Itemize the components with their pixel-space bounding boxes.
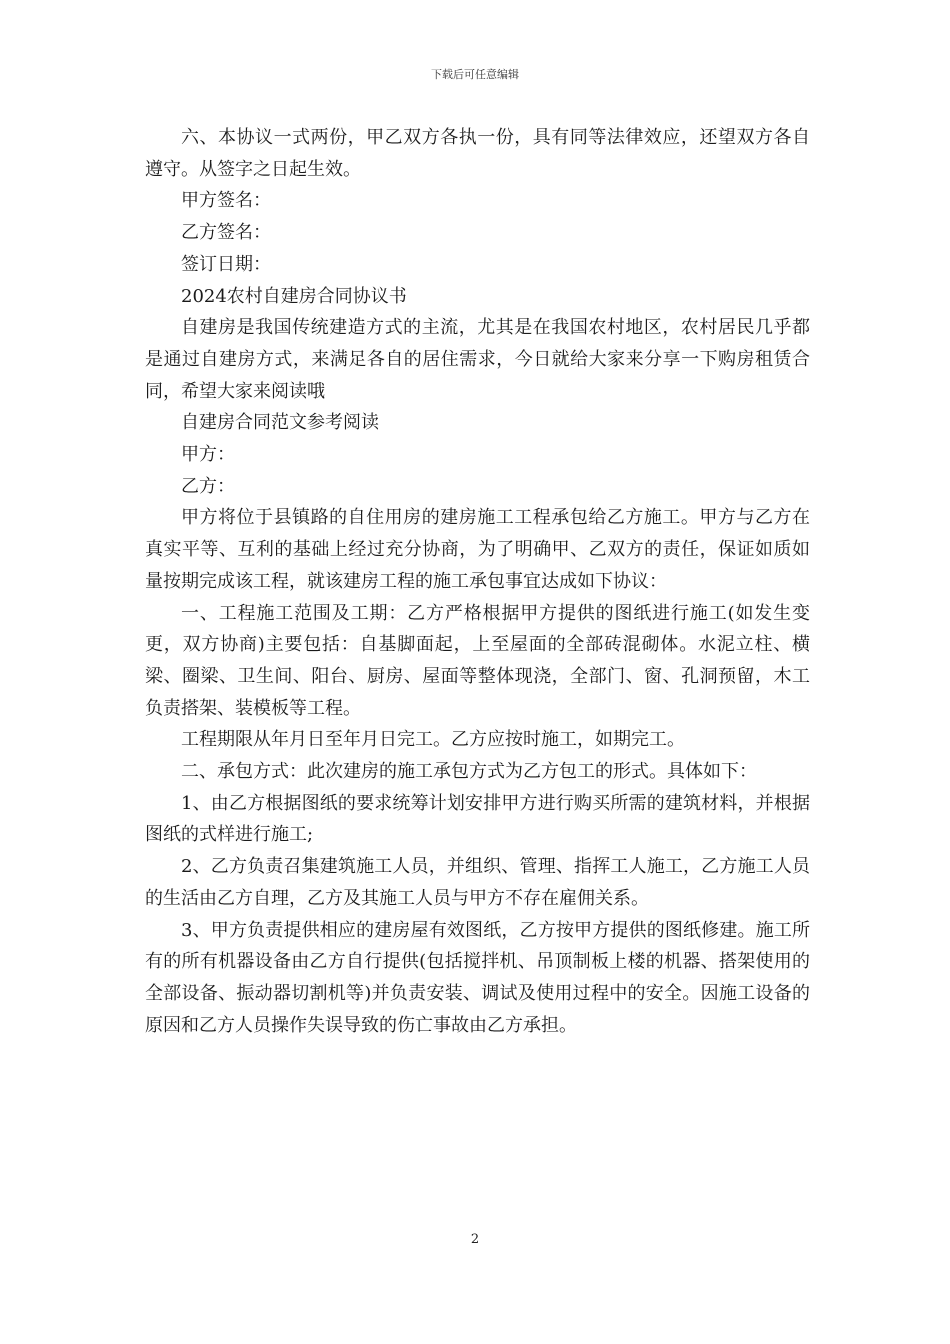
page-number: 2	[470, 1232, 480, 1247]
page-header-note: 下载后可任意编辑	[431, 68, 519, 81]
preamble-paragraph: 甲方将位于县镇路的自住用房的建房施工工程承包给乙方施工。甲方与乙方在真实平等、互利的基础上经过充分协商，为了明确甲、乙双方的责任，保证如质如量按期完成该工程，就该建房工程的施工承包事宜达成如下协议：	[145, 507, 810, 592]
item-one-paragraph: 1、由乙方根据图纸的要求统筹计划安排甲方进行购买所需的建筑材料，并根据图纸的式样进行施工;	[145, 792, 810, 846]
document-title: 2024农村自建房合同协议书	[181, 285, 407, 307]
party-b-signature-line: 乙方签名：	[181, 222, 271, 244]
clause-two-paragraph: 二、承包方式：此次建房的施工承包方式为乙方包工的形式。具体如下：	[181, 761, 757, 783]
signing-date-line: 签订日期：	[181, 253, 271, 275]
item-three-paragraph: 3、甲方负责提供相应的建房屋有效图纸，乙方按甲方提供的图纸修建。施工所有的所有机器设备由乙方自行提供(包括搅拌机、吊顶制板上楼的机器、搭架使用的全部设备、振动器切割机等)并负责安装、调试及使用过程中的安全。因施工设备的原因和乙方人员操作失误导致的伤亡事故由乙方承担。	[145, 919, 810, 1036]
document-body	[145, 122, 810, 1041]
party-a-line: 甲方：	[181, 444, 235, 466]
intro-paragraph: 自建房是我国传统建造方式的主流，尤其是在我国农村地区，农村居民几乎都是通过自建房方式，来满足各自的居住需求，今日就给大家来分享一下购房租赁合同，希望大家来阅读哦	[145, 317, 810, 402]
party-a-signature-line: 甲方签名：	[181, 190, 271, 212]
item-two-paragraph: 2、乙方负责召集建筑施工人员，并组织、管理、指挥工人施工，乙方施工人员的生活由乙方自理，乙方及其施工人员与甲方不存在雇佣关系。	[145, 856, 810, 909]
clause-six-paragraph: 六、本协议一式两份，甲乙双方各执一份，具有同等法律效应，还望双方各自遵守。从签字之日起生效。	[145, 127, 810, 180]
term-paragraph: 工程期限从年月日至年月日完工。乙方应按时施工，如期完工。	[181, 729, 685, 751]
sample-heading: 自建房合同范文参考阅读	[181, 412, 379, 434]
clause-one-paragraph: 一、工程施工范围及工期：乙方严格根据甲方提供的图纸进行施工(如发生变更，双方协商)主要包括：自基脚面起，上至屋面的全部砖混砌体。水泥立柱、横梁、圈梁、卫生间、阳台、厨房、屋面等整体现浇，全部门、窗、孔洞预留，木工负责搭架、装模板等工程。	[145, 602, 810, 719]
party-b-line: 乙方：	[181, 475, 235, 497]
